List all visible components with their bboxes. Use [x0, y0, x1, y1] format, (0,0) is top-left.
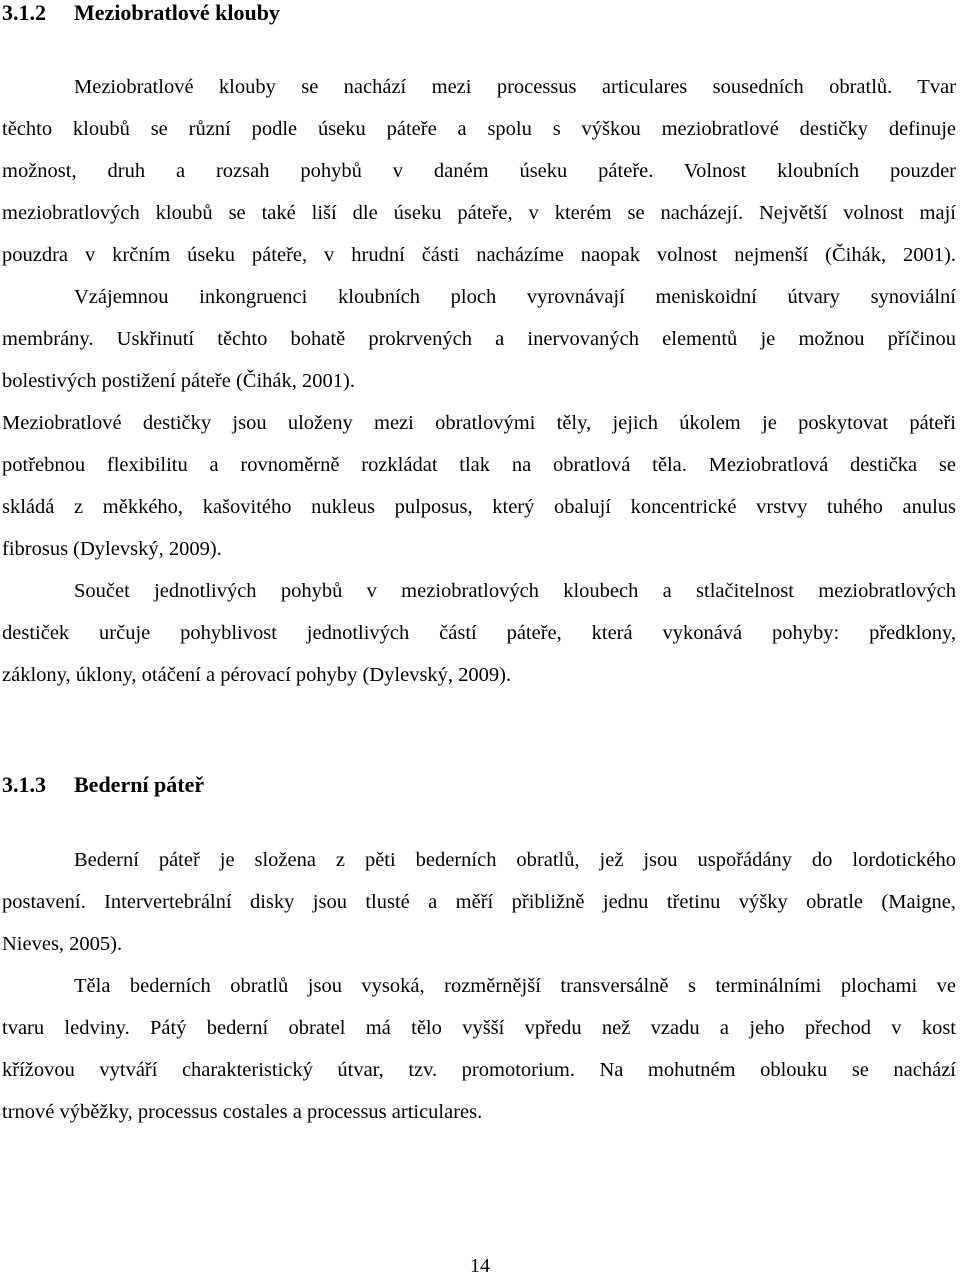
- page-number: 14: [470, 1255, 490, 1277]
- section-title: Meziobratlové klouby: [74, 0, 280, 25]
- text-line: skládá z měkkého, kašovitého nukleus pulposus, který obalují koncentrické vrstvy tuhého anulus: [2, 496, 956, 518]
- text-line: fibrosus (Dylevský, 2009).: [2, 538, 222, 560]
- section-number: 3.1.2: [2, 0, 46, 25]
- paragraph-meziobratlove-desticky: [2, 402, 956, 570]
- paragraph-bederni-pater: [2, 839, 956, 965]
- text-line: potřebnou flexibilitu a rovnoměrně rozkládat tlak na obratlová těla. Meziobratlová destička se: [2, 454, 956, 476]
- text-line: Bederní páteř je složena z pěti bederních obratlů, jež jsou uspořádány do lordotického: [74, 849, 956, 871]
- text-line: křížovou vytváří charakteristický útvar, tzv. promotorium. Na mohutném oblouku se nachází: [2, 1059, 956, 1081]
- text-line: bolestivých postižení páteře (Čihák, 2001).: [2, 370, 355, 392]
- text-line: Těla bederních obratlů jsou vysoká, rozměrnější transversálně s terminálními plochami ve: [74, 975, 956, 997]
- paragraph-tela-bedernich-obratlu: [2, 965, 956, 1133]
- text-line: pouzdra v krčním úseku páteře, v hrudní části nacházíme naopak volnost nejmenší (Čihák, 2001).: [2, 244, 956, 266]
- text-line: trnové výběžky, processus costales a processus articulares.: [2, 1101, 483, 1123]
- text-line: Meziobratlové klouby se nachází mezi processus articulares sousedních obratlů. Tvar: [74, 76, 956, 98]
- text-line: Součet jednotlivých pohybů v meziobratlových kloubech a stlačitelnost meziobratlových: [74, 580, 956, 602]
- text-line: membrány. Uskřinutí těchto bohatě prokrvených a inervovaných elementů je možnou příčinou: [2, 328, 956, 350]
- text-line: možnost, druh a rozsah pohybů v daném úseku páteře. Volnost kloubních pouzder: [2, 160, 956, 182]
- text-line: postavení. Intervertebrální disky jsou tlusté a měří přibližně jednu třetinu výšky obratle (Maigne,: [2, 891, 956, 913]
- section-heading-3-1-3: [2, 772, 204, 798]
- text-line: meziobratlových kloubů se také liší dle úseku páteře, v kterém se nacházejí. Největší volnost mají: [2, 202, 956, 224]
- text-line: tvaru ledviny. Pátý bederní obratel má tělo vyšší vpředu než vzadu a jeho přechod v kost: [2, 1017, 956, 1039]
- section-heading-3-1-2: [2, 0, 280, 26]
- section-number: 3.1.3: [2, 772, 46, 797]
- text-line: záklony, úklony, otáčení a pérovací pohyby (Dylevský, 2009).: [2, 664, 512, 686]
- text-line: Vzájemnou inkongruenci kloubních ploch vyrovnávají meniskoidní útvary synoviální: [74, 286, 956, 308]
- section-title: Bederní páteř: [74, 772, 205, 797]
- paragraph-soucet-pohybu: [2, 570, 956, 696]
- text-line: Nieves, 2005).: [2, 933, 123, 955]
- paragraph-meziobratlove-klouby: [2, 66, 956, 402]
- text-line: Meziobratlové destičky jsou uloženy mezi obratlovými těly, jejich úkolem je poskytovat páteři: [2, 412, 956, 434]
- text-line: těchto kloubů se různí podle úseku páteře a spolu s výškou meziobratlové destičky definuje: [2, 118, 956, 140]
- text-line: destiček určuje pohyblivost jednotlivých částí páteře, která vykonává pohyby: předklony,: [2, 622, 956, 644]
